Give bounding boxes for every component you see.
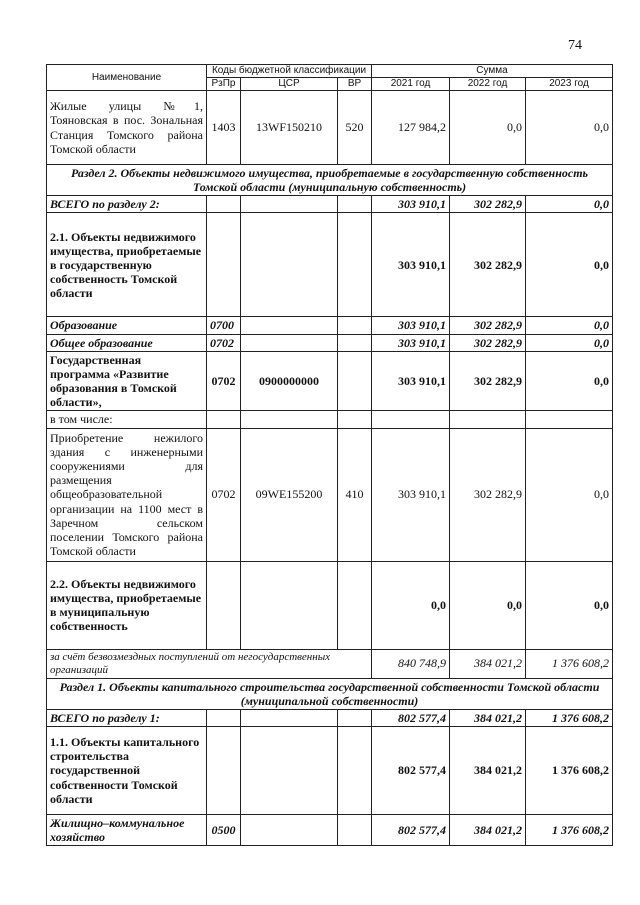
row-vr — [338, 317, 372, 334]
header-2021: 2021 год — [372, 78, 450, 91]
row-2021: 303 910,1 — [372, 334, 450, 351]
budget-table — [46, 64, 613, 846]
row-vr — [338, 334, 372, 351]
row-2022: 302 282,9 — [450, 213, 526, 317]
row-name: Государственная программа «Развитие образования в Томской области», — [47, 351, 207, 411]
header-csr: ЦСР — [241, 78, 338, 91]
row-2023 — [526, 411, 613, 428]
row-vr: 520 — [338, 91, 372, 165]
row-2022 — [450, 411, 526, 428]
row-rzpr: 0500 — [207, 814, 241, 845]
row-name: 1.1. Объекты капитального строительства государственной собственности Томской области — [47, 726, 207, 814]
row-name: Приобретение нежилого здания с инженерными сооружениями для размещения общеобразовательной организации на 1100 мест в Заречном сельском поселении Томского района Томской области — [47, 428, 207, 561]
row-csr: 09WE155200 — [241, 428, 338, 561]
row-2021: 303 910,1 — [372, 428, 450, 561]
row-vr — [338, 196, 372, 213]
row-csr — [241, 709, 338, 726]
row-rzpr — [207, 726, 241, 814]
section-row — [47, 678, 613, 709]
header-codes: Коды бюджетной классификации — [207, 65, 372, 78]
table-row — [47, 428, 613, 561]
row-csr — [241, 334, 338, 351]
row-2021: 840 748,9 — [372, 649, 450, 678]
header-name: Наименование — [47, 65, 207, 91]
row-vr — [338, 726, 372, 814]
row-rzpr: 0700 — [207, 317, 241, 334]
table-row — [47, 726, 613, 814]
page-number: 74 — [568, 38, 582, 53]
table-row — [47, 561, 613, 649]
row-2021 — [372, 411, 450, 428]
header-vr: ВР — [338, 78, 372, 91]
table-row — [47, 334, 613, 351]
row-2023: 1 376 608,2 — [526, 649, 613, 678]
header-2022: 2022 год — [450, 78, 526, 91]
row-rzpr — [207, 411, 241, 428]
table-row — [47, 351, 613, 411]
row-2022: 302 282,9 — [450, 317, 526, 334]
row-csr — [241, 196, 338, 213]
table-row — [47, 196, 613, 213]
row-vr — [338, 411, 372, 428]
header-2023: 2023 год — [526, 78, 613, 91]
row-2023: 0,0 — [526, 317, 613, 334]
section-row — [47, 165, 613, 196]
row-2022: 384 021,2 — [450, 709, 526, 726]
row-2023: 0,0 — [526, 561, 613, 649]
header-sum: Сумма — [372, 65, 613, 78]
row-csr — [241, 213, 338, 317]
row-2023: 1 376 608,2 — [526, 814, 613, 845]
row-2022: 302 282,9 — [450, 334, 526, 351]
row-csr — [241, 561, 338, 649]
row-2021: 127 984,2 — [372, 91, 450, 165]
row-csr — [241, 411, 338, 428]
table-row — [47, 213, 613, 317]
row-rzpr — [207, 709, 241, 726]
row-2022: 384 021,2 — [450, 814, 526, 845]
row-name: Образование — [47, 317, 207, 334]
row-csr: 13WF150210 — [241, 91, 338, 165]
row-name: в том числе: — [47, 411, 207, 428]
table-row — [47, 709, 613, 726]
row-name: 2.1. Объекты недвижимого имущества, приобретаемые в государственную собственность Томской области — [47, 213, 207, 317]
row-2023: 0,0 — [526, 334, 613, 351]
row-name: ВСЕГО по разделу 2: — [47, 196, 207, 213]
row-vr — [338, 213, 372, 317]
row-2021: 802 577,4 — [372, 709, 450, 726]
row-2023: 1 376 608,2 — [526, 709, 613, 726]
row-2022: 0,0 — [450, 561, 526, 649]
row-2021: 303 910,1 — [372, 317, 450, 334]
row-vr — [338, 814, 372, 845]
row-name: за счёт безвозмездных поступлений от негосударственных организаций — [47, 649, 372, 678]
row-rzpr: 0702 — [207, 334, 241, 351]
row-rzpr — [207, 196, 241, 213]
row-2022: 384 021,2 — [450, 649, 526, 678]
row-2022: 302 282,9 — [450, 351, 526, 411]
row-2021: 303 910,1 — [372, 213, 450, 317]
row-name: 2.2. Объекты недвижимого имущества, приобретаемые в муниципальную собственность — [47, 561, 207, 649]
row-2023: 0,0 — [526, 91, 613, 165]
row-2023: 0,0 — [526, 196, 613, 213]
row-rzpr: 0702 — [207, 428, 241, 561]
row-2023: 1 376 608,2 — [526, 726, 613, 814]
row-rzpr: 1403 — [207, 91, 241, 165]
row-vr: 410 — [338, 428, 372, 561]
row-csr — [241, 317, 338, 334]
row-2022: 384 021,2 — [450, 726, 526, 814]
row-csr: 0900000000 — [241, 351, 338, 411]
row-vr — [338, 709, 372, 726]
row-rzpr — [207, 561, 241, 649]
row-name: Общее образование — [47, 334, 207, 351]
row-2021: 0,0 — [372, 561, 450, 649]
row-rzpr: 0702 — [207, 351, 241, 411]
row-2021: 303 910,1 — [372, 351, 450, 411]
section-title: Раздел 2. Объекты недвижимого имущества, приобретаемые в государственную собственность Томской области (муниципальную собственность) — [47, 165, 613, 196]
row-name: ВСЕГО по разделу 1: — [47, 709, 207, 726]
row-name: Жилищно–коммунальное хозяйство — [47, 814, 207, 845]
row-2023: 0,0 — [526, 428, 613, 561]
header-rzpr: РзПр — [207, 78, 241, 91]
table-row — [47, 91, 613, 165]
row-rzpr — [207, 213, 241, 317]
table-row — [47, 814, 613, 845]
row-csr — [241, 726, 338, 814]
row-2023: 0,0 — [526, 351, 613, 411]
row-2021: 802 577,4 — [372, 726, 450, 814]
header-row-1 — [47, 65, 613, 78]
section-title: Раздел 1. Объекты капитального строительства государственной собственности Томской области (муниципальной собственности) — [47, 678, 613, 709]
table-row — [47, 317, 613, 334]
table-row — [47, 411, 613, 428]
row-name: Жилые улицы №1, Тояновская в пос. Зональная Станция Томского района Томской области — [47, 91, 207, 165]
row-2022: 302 282,9 — [450, 428, 526, 561]
row-2021: 802 577,4 — [372, 814, 450, 845]
table-row — [47, 649, 613, 678]
row-2022: 302 282,9 — [450, 196, 526, 213]
row-vr — [338, 561, 372, 649]
row-csr — [241, 814, 338, 845]
row-2022: 0,0 — [450, 91, 526, 165]
row-2023: 0,0 — [526, 213, 613, 317]
row-vr — [338, 351, 372, 411]
row-2021: 303 910,1 — [372, 196, 450, 213]
